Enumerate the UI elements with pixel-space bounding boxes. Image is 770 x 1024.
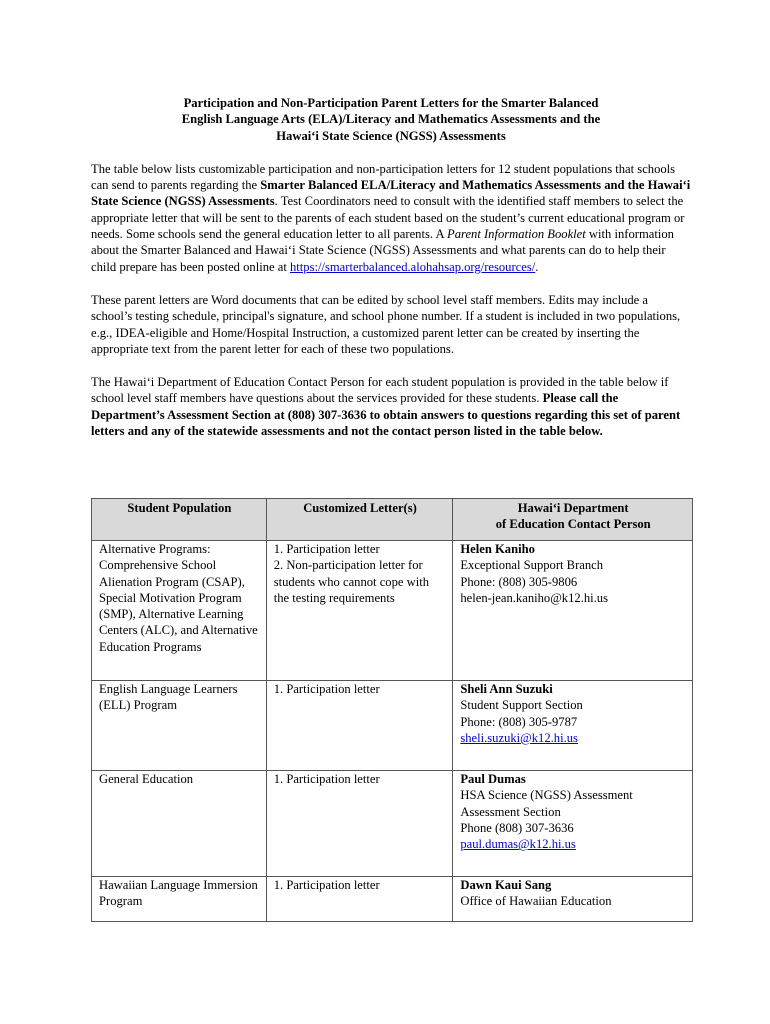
cell-population: English Language Learners (ELL) Program <box>92 681 267 771</box>
contact-text: The Hawai‘i Department of Education Contact Person for each student population is provided in the table below if school level staff members have questions about the services provided for these students. <box>91 375 669 406</box>
contact-name: Sheli Ann Suzuki <box>460 682 553 696</box>
header-customized-letters: Customized Letter(s) <box>266 499 453 541</box>
cell-letters <box>266 541 453 681</box>
table-row <box>92 771 693 877</box>
table-row <box>92 877 693 922</box>
edits-paragraph: These parent letters are Word documents that can be edited by school level staff members. Edits may include a school’s testing schedule, principal's signature, and school phone number. If a student is included in two populations, e.g., IDEA-eligible and Home/Hospital Instruction, a customized parent letter can be created by inserting the appropriate text from the parent letter for each of these two populations. <box>91 292 681 356</box>
contact-office: Office of Hawaiian Education <box>460 894 612 909</box>
contacts-table <box>91 498 693 922</box>
table-row <box>92 541 693 681</box>
title-line-2: English Language Arts (ELA)/Literacy and Mathematics Assessments and the <box>181 112 601 127</box>
resources-link[interactable]: https://smarterbalanced.alohahsap.org/resources/ <box>289 259 536 274</box>
letter-item: 1. Participation letter <box>273 878 380 892</box>
letter-item: 1. Participation letter <box>273 682 380 696</box>
contact-name: Paul Dumas <box>460 772 526 786</box>
intro-text-3: with information about the Smarter Balanced and Hawai‘i State Science (NGSS) Assessments and what parents can do to help their child prepare has been posted online at <box>91 227 674 274</box>
cell-letters <box>266 681 453 771</box>
contact-bold-instruction: Please call the Department’s Assessment Section at (808) 307-3636 to obtain answers to questions regarding this set of parent letters and any of the statewide assessments and not the contact person listed in the table below. <box>91 391 681 439</box>
contact-office: Exceptional Support Branch <box>460 558 604 573</box>
intro-text-2: . Test Coordinators need to consult with the identified staff members to select the appropriate letter that will be sent to the parents of each student based on the student’s current educational program or needs. Some schools send the general education letter to all parents. A <box>91 194 685 242</box>
header-contact-person <box>453 499 693 541</box>
intro-bold-assessments: Smarter Balanced ELA/Literacy and Mathematics Assessments and the Hawai‘i State Science (NGSS) Assessments <box>91 178 691 209</box>
title-line-1: Participation and Non-Participation Parent Letters for the Smarter Balanced <box>183 96 599 110</box>
cell-contact <box>453 877 693 922</box>
document-title <box>91 95 691 144</box>
document-page <box>91 95 691 439</box>
letter-item: 1. Participation letter <box>273 772 380 786</box>
header-student-population: Student Population <box>92 499 267 541</box>
cell-population: General Education <box>92 771 267 877</box>
contact-email-link[interactable]: paul.dumas@k12.hi.us <box>460 837 576 852</box>
contact-name: Dawn Kaui Sang <box>460 878 552 892</box>
cell-population: Hawaiian Language Immersion Program <box>92 877 267 922</box>
table-header-row <box>92 499 693 541</box>
contact-paragraph <box>91 374 691 439</box>
intro-text-4: . <box>535 259 539 274</box>
letter-item: 1. Participation letter <box>273 542 380 556</box>
contact-phone: Phone: (808) 305-9806 <box>460 574 578 589</box>
contact-phone: Phone (808) 307-3636 <box>460 820 574 835</box>
title-line-3: Hawai‘i State Science (NGSS) Assessments <box>276 128 506 143</box>
cell-contact <box>453 771 693 877</box>
cell-letters <box>266 771 453 877</box>
cell-letters <box>266 877 453 922</box>
header-contact-line-1: Hawai‘i Department <box>517 501 629 515</box>
intro-booklet-title: Parent Information Booklet <box>447 227 586 242</box>
contact-email-link[interactable]: sheli.suzuki@k12.hi.us <box>460 730 578 745</box>
intro-paragraph <box>91 161 691 275</box>
contact-phone: Phone: (808) 305-9787 <box>460 714 578 729</box>
contact-section: Assessment Section <box>460 804 561 819</box>
intro-text-1: The table below lists customizable participation and non-participation letters for 12 student populations that schools can send to parents regarding the <box>91 161 676 193</box>
contact-name: Helen Kaniho <box>460 542 535 556</box>
header-contact-line-2: of Education Contact Person <box>495 517 651 532</box>
letter-item: 2. Non-participation letter for students who cannot cope with the testing requirements <box>273 558 430 605</box>
contact-office: HSA Science (NGSS) Assessment <box>460 788 633 803</box>
cell-population: Alternative Programs: Comprehensive School Alienation Program (CSAP), Special Motivation Program (SMP), Alternative Learning Centers (ALC), and Alternative Education Programs <box>92 541 267 681</box>
cell-contact <box>453 681 693 771</box>
contact-email: helen-jean.kaniho@k12.hi.us <box>460 590 608 605</box>
cell-contact <box>453 541 693 681</box>
contact-office: Student Support Section <box>460 698 583 713</box>
table-row <box>92 681 693 771</box>
